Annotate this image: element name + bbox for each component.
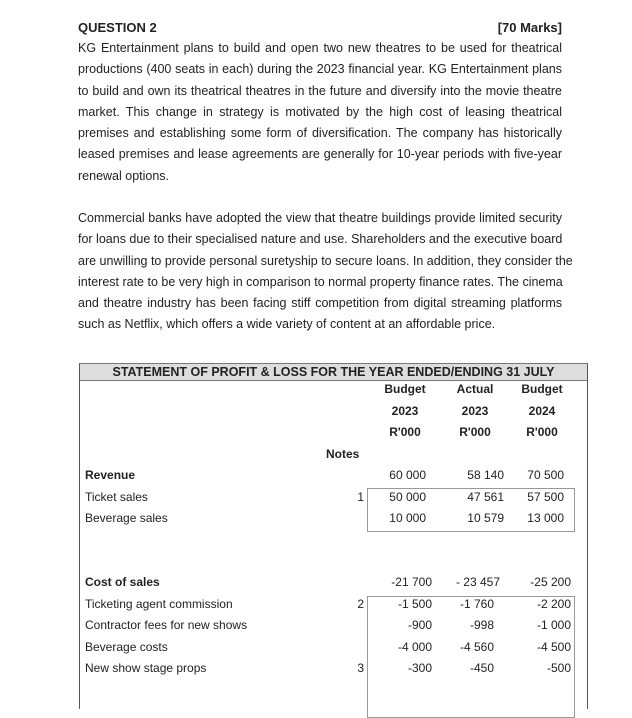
paragraph-line: productions (400 seats in each) during the 2023 financial year. KG Entertainment plans bbox=[78, 62, 562, 77]
cell: -500 bbox=[546, 661, 571, 675]
row-note: 2 bbox=[357, 596, 364, 611]
col-header: Actual bbox=[456, 382, 494, 396]
question-title: QUESTION 2 bbox=[78, 20, 157, 35]
col-year: 2023 bbox=[391, 403, 419, 418]
header-row-unit bbox=[80, 422, 587, 444]
cell: -21 700 bbox=[391, 575, 432, 589]
paragraph-line: to build and own its theatrical theatres in the future and diversify into the movie theatre bbox=[78, 83, 562, 98]
notes-header-row bbox=[80, 444, 587, 466]
paragraph-2 bbox=[78, 208, 573, 336]
cell: -450 bbox=[469, 661, 494, 675]
cell: 58 140 bbox=[467, 468, 504, 482]
paragraph-line: leased premises and lease agreements are generally for 10-year periods with five-year bbox=[78, 147, 562, 162]
row-note: 3 bbox=[357, 661, 364, 675]
cell: -25 200 bbox=[530, 575, 571, 589]
paragraph-line: such as Netflix, which offers a wide variety of content at an affordable price. bbox=[78, 317, 496, 332]
cell: -4 000 bbox=[397, 639, 432, 654]
cell: -998 bbox=[469, 618, 494, 632]
table-row bbox=[80, 508, 587, 530]
paragraph-line: are unwilling to provide personal suretyship to secure loans. In addition, they consider the bbox=[78, 253, 573, 268]
paragraph-line: KG Entertainment plans to build and open two new theatres to be used for theatrical bbox=[78, 41, 562, 55]
cell: 60 000 bbox=[389, 468, 426, 482]
cell: 10 579 bbox=[467, 511, 504, 525]
paragraph-line: premises and establishing some form of diversification. The company has historically bbox=[78, 126, 562, 141]
paragraph-line: for loans due to their specialised nature and use. Shareholders and the executive board bbox=[78, 232, 563, 247]
question-header bbox=[78, 20, 562, 35]
paragraph-1 bbox=[78, 38, 562, 187]
row-label: Beverage sales bbox=[85, 511, 168, 525]
row-label: Ticketing agent commission bbox=[85, 596, 233, 611]
cell: 47 561 bbox=[467, 489, 504, 504]
cell: -4 560 bbox=[459, 639, 494, 654]
col-year: 2023 bbox=[461, 403, 489, 418]
table-row bbox=[80, 658, 587, 680]
row-note: 1 bbox=[357, 489, 364, 504]
paragraph-line: market. This change in strategy is motivated by the high cost of leasing theatrical bbox=[78, 104, 562, 119]
cell: -300 bbox=[407, 661, 432, 675]
table-row bbox=[80, 594, 587, 616]
paragraph-line: Commercial banks have adopted the view that theatre buildings provide limited security bbox=[78, 211, 562, 225]
col-header: Budget bbox=[384, 382, 426, 396]
row-label: New show stage props bbox=[85, 661, 207, 675]
cell: -1 000 bbox=[536, 618, 571, 632]
table-row bbox=[80, 487, 587, 509]
cell: -900 bbox=[407, 618, 432, 632]
row-label: Beverage costs bbox=[85, 639, 168, 654]
col-unit: R'000 bbox=[526, 425, 558, 439]
paragraph-line: renewal options. bbox=[78, 168, 170, 183]
cell: 57 500 bbox=[527, 489, 564, 504]
profit-loss-table bbox=[79, 363, 588, 709]
col-unit: R'000 bbox=[459, 425, 491, 439]
row-label: Contractor fees for new shows bbox=[85, 618, 248, 632]
notes-header: Notes bbox=[326, 446, 360, 461]
paragraph-line: interest rate to be very high in comparison to normal property finance rates. The cinema bbox=[78, 274, 563, 289]
cell: - 23 457 bbox=[455, 575, 500, 589]
table-row bbox=[80, 572, 587, 594]
table-title: STATEMENT OF PROFIT & LOSS FOR THE YEAR ENDED/ENDING 31 JULY bbox=[80, 364, 587, 381]
col-year: 2024 bbox=[528, 403, 556, 418]
row-label: Cost of sales bbox=[85, 575, 160, 589]
cell: 10 000 bbox=[389, 511, 426, 525]
row-label: Ticket sales bbox=[85, 489, 148, 504]
table-row bbox=[80, 615, 587, 637]
cell: 70 500 bbox=[527, 468, 564, 482]
row-label: Revenue bbox=[85, 468, 136, 482]
cell: -2 200 bbox=[536, 596, 571, 611]
table-row bbox=[80, 637, 587, 659]
cell: 13 000 bbox=[527, 511, 564, 525]
header-row-label bbox=[80, 379, 587, 401]
col-unit: R'000 bbox=[389, 425, 421, 439]
cell: -1 760 bbox=[459, 596, 494, 611]
cell: 50 000 bbox=[389, 489, 426, 504]
table-row bbox=[80, 465, 587, 487]
cell: -1 500 bbox=[397, 596, 432, 611]
header-row-year bbox=[80, 401, 587, 423]
col-header: Budget bbox=[521, 382, 563, 396]
question-marks: [70 Marks] bbox=[497, 20, 562, 35]
cell: -4 500 bbox=[536, 639, 571, 654]
paragraph-line: and theatre industry has been facing stiff competition from digital streaming platforms bbox=[78, 296, 562, 311]
